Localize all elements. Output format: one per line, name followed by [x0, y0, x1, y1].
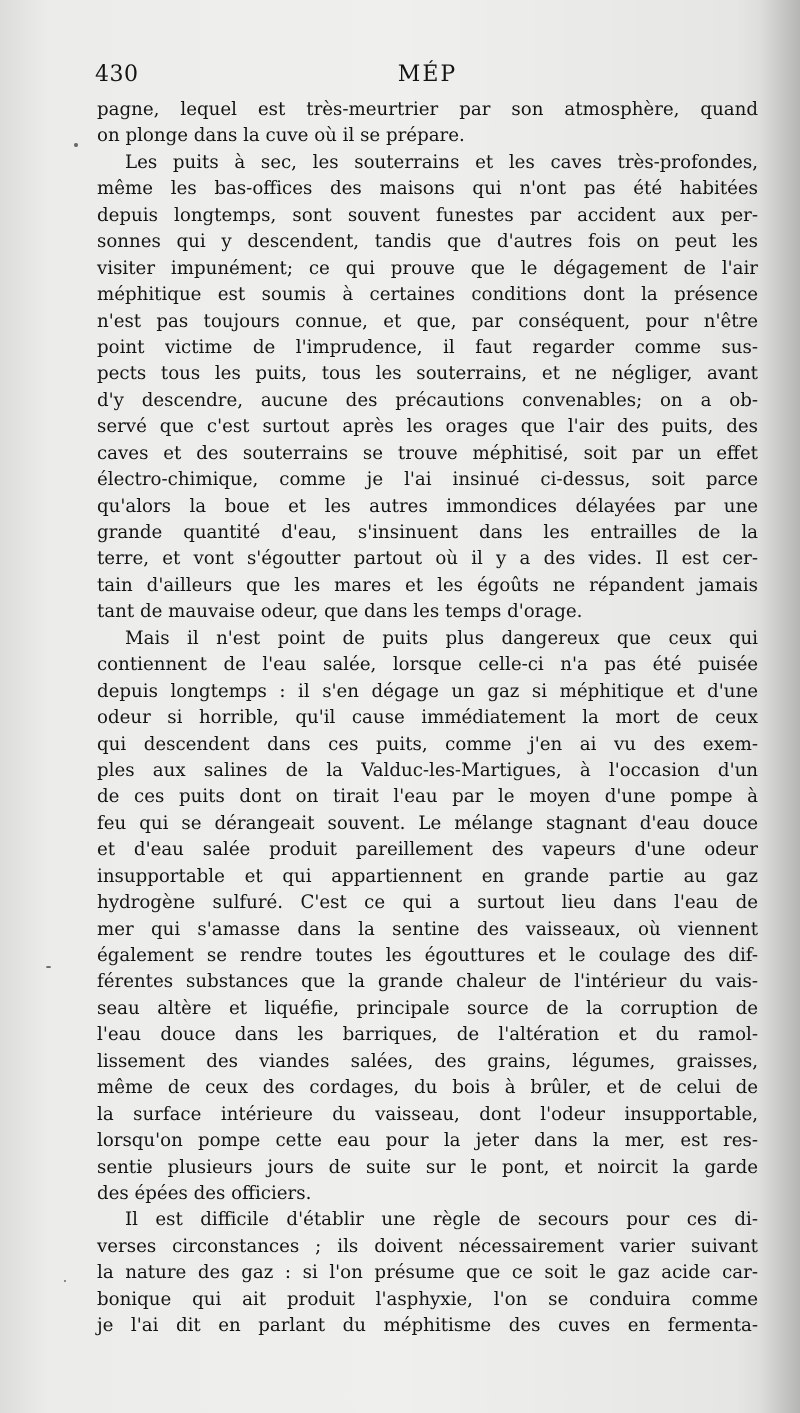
- text-line: on plonge dans la cuve où il se prépare.: [97, 125, 465, 147]
- text-line: pagne, lequel est très-meurtrier par son atmosphère, quand: [97, 99, 758, 120]
- text-line: terre, et vont s'égoutter partout où il y a des vides. Il est cer-: [97, 548, 758, 570]
- text-line: également se rendre toutes les égouttures et le coulage des dif-: [97, 945, 758, 966]
- text-line: tant de mauvaise odeur, que dans les temps d'orage.: [97, 601, 583, 623]
- text-line: électro-chimique, comme je l'ai insinué ci-dessus, soit parce: [97, 469, 758, 491]
- text-line: même les bas-offices des maisons qui n'ont pas été habitées: [97, 178, 758, 200]
- text-line: qui descendent dans ces puits, comme j'en ai vu des exem-: [97, 733, 758, 755]
- text-line: Il est difficile d'établir une règle de secours pour ces di-: [125, 1209, 758, 1231]
- text-line: depuis longtemps : il s'en dégage un gaz si méphitique et d'une: [97, 680, 758, 702]
- text-line: contiennent de l'eau salée, lorsque celle-ci n'a pas été puisée: [97, 654, 758, 676]
- text-line: insupportable et qui appartiennent en grande partie au gaz: [97, 865, 758, 887]
- text-line: seau altère et liquéfie, principale source de la corruption de: [97, 997, 758, 1019]
- running-head: [95, 60, 760, 96]
- body-text: [97, 97, 758, 1340]
- text-line: servé que c'est surtout après les orages que l'air des puits, des: [97, 416, 758, 438]
- text-line: Les puits à sec, les souterrains et les caves très-profondes,: [125, 151, 758, 173]
- text-line: la surface intérieure du vaisseau, dont l'odeur insupportable,: [97, 1103, 758, 1125]
- text-line: hydrogène sulfuré. C'est ce qui a surtout lieu dans l'eau de: [97, 892, 758, 914]
- page-edge-shadow: [760, 0, 800, 1413]
- ink-speck: [74, 143, 78, 147]
- text-line: odeur si horrible, qu'il cause immédiatement la mort de ceux: [97, 707, 758, 729]
- text-line: n'est pas toujours connue, et que, par conséquent, pour n'être: [97, 310, 758, 332]
- text-line: mer qui s'amasse dans la sentine des vaisseaux, où viennent: [97, 918, 758, 940]
- text-line: pects tous les puits, tous les souterrains, et ne négliger, avant: [97, 363, 758, 385]
- text-line: qu'alors la boue et les autres immondices délayées par une: [97, 495, 758, 517]
- ink-speck: [64, 1280, 66, 1282]
- text-line: férentes substances que la grande chaleur de l'intérieur du vais-: [97, 971, 758, 993]
- text-line: d'y descendre, aucune des précautions convenables; on a ob-: [97, 389, 758, 411]
- text-line: Mais il n'est point de puits plus dangereux que ceux qui: [125, 627, 758, 649]
- text-line: point victime de l'imprudence, il faut regarder comme sus-: [97, 336, 758, 358]
- text-line: méphitique est soumis à certaines conditions dont la présence: [97, 284, 758, 306]
- running-title: MÉP: [397, 62, 458, 87]
- text-line: des épées des officiers.: [97, 1182, 312, 1204]
- text-line: feu qui se dérangeait souvent. Le mélange stagnant d'eau douce: [97, 812, 758, 834]
- text-line: même de ceux des cordages, du bois à brûler, et de celui de: [97, 1077, 758, 1099]
- text-line: lissement des viandes salées, des grains, légumes, graisses,: [97, 1050, 758, 1072]
- text-line: depuis longtemps, sont souvent funestes par accident aux per-: [97, 204, 758, 226]
- text-line: la nature des gaz : si l'on présume que ce soit le gaz acide car-: [97, 1262, 758, 1284]
- text-line: je l'ai dit en parlant du méphitisme des cuves en fermenta-: [97, 1315, 758, 1337]
- text-line: de ces puits dont on tirait l'eau par le moyen d'une pompe à: [97, 786, 758, 808]
- text-line: verses circonstances ; ils doivent nécessairement varier suivant: [97, 1235, 758, 1257]
- page-number: 430: [95, 62, 139, 87]
- text-line: ples aux salines de la Valduc-les-Martigues, à l'occasion d'un: [97, 759, 758, 781]
- text-line: et d'eau salée produit pareillement des vapeurs d'une odeur: [97, 839, 758, 861]
- text-line: grande quantité d'eau, s'insinuent dans les entrailles de la: [97, 522, 758, 543]
- ink-speck: [46, 966, 51, 968]
- text-line: tain d'ailleurs que les mares et les égoûts ne répandent jamais: [97, 574, 758, 596]
- text-line: visiter impunément; ce qui prouve que le dégagement de l'air: [97, 257, 758, 279]
- text-line: sonnes qui y descendent, tandis que d'autres fois on peut les: [97, 231, 758, 253]
- text-line: lorsqu'on pompe cette eau pour la jeter dans la mer, est res-: [97, 1130, 758, 1152]
- text-line: l'eau douce dans les barriques, de l'altération et du ramol-: [97, 1024, 758, 1046]
- text-line: sentie plusieurs jours de suite sur le pont, et noircit la garde: [97, 1156, 758, 1178]
- text-line: bonique qui ait produit l'asphyxie, l'on se conduira comme: [97, 1288, 758, 1310]
- text-line: caves et des souterrains se trouve méphitisé, soit par un effet: [97, 442, 758, 464]
